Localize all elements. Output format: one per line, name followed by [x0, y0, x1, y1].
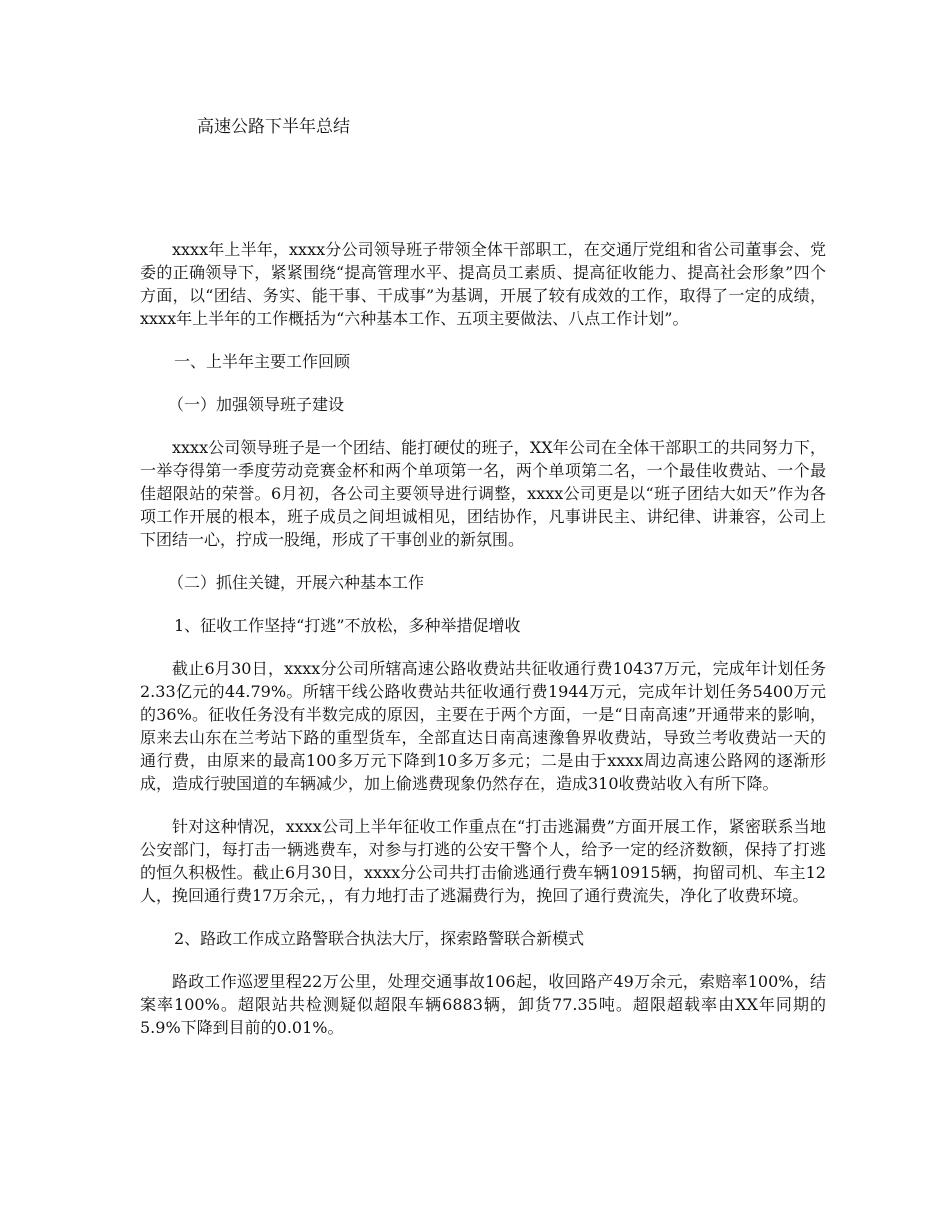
item-heading-toll-collection: 1、征收工作坚持“打逃”不放松，多种举措促增收 [174, 616, 521, 635]
document-title: 高速公路下半年总结 [197, 117, 350, 137]
document-body [140, 238, 826, 1059]
leadership-paragraph: xxxx公司领导班子是一个团结、能打硬仗的班子，XX年公司在全体干部职工的共同努力下，一举夺得第一季度劳动竞赛金杯和两个单项第一名，两个单项第二名，一个最佳收费站、一个最佳超限站的荣誉。6月初，各公司主要领导进行调整，xxxx公司更是以“班子团结大如天”作为各项工作开展的根本，班子成员之间坦诚相见，团结协作，凡事讲民主、讲纪律、讲兼容，公司上下团结一心，拧成一股绳，形成了干事创业的新氛围。 [140, 438, 826, 549]
intro-paragraph: xxxx年上半年，xxxx分公司领导班子带领全体干部职工，在交通厅党组和省公司董事会、党委的正确领导下，紧紧围绕“提高管理水平、提高员工素质、提高征收能力、提高社会形象”四个方面，以“团结、务实、能干事、干成事”为基调，开展了较有成效的工作，取得了一定的成绩，xxxx年上半年的工作概括为“六种基本工作、五项主要做法、八点工作计划”。 [140, 240, 826, 328]
item-heading-road-administration: 2、路政工作成立路警联合执法大厅，探索路警联合新模式 [174, 929, 585, 948]
road-administration-paragraph: 路政工作巡逻里程22万公里，处理交通事故106起，收回路产49万余元，索赔率100%，结案率100%。超限站共检测疑似超限车辆6883辆，卸货77.35吨。超限超载率由XX年同期的5.9%下降到目前的0.01%。 [140, 972, 826, 1037]
subsection-heading-six-tasks: （二）抓住关键，开展六种基本工作 [168, 573, 425, 592]
section-heading-review: 一、上半年主要工作回顾 [174, 352, 351, 371]
toll-collection-paragraph: 截止6月30日，xxxx分公司所辖高速公路收费站共征收通行费10437万元，完成年计划任务2.33亿元的44.79%。所辖干线公路收费站共征收通行费1944万元，完成年计划任务5400万元的36%。征收任务没有半数完成的原因，主要在于两个方面，一是“日南高速”开通带来的影响，原来去山东在兰考站下路的重型货车，全部直达日南高速豫鲁界收费站，导致兰考收费站一天的通行费，由原来的最高100多万元下降到10多万多元；二是由于xxxx周边高速公路网的逐渐形成，造成行驶国道的车辆减少，加上偷逃费现象仍然存在，造成310收费站收入有所下降。 [140, 659, 826, 793]
subsection-heading-leadership: （一）加强领导班子建设 [168, 395, 345, 414]
anti-evasion-paragraph: 针对这种情况，xxxx公司上半年征收工作重点在“打击逃漏费”方面开展工作，紧密联系当地公安部门，每打击一辆逃费车，对参与打逃的公安干警个人，给予一定的经济数额，保持了打逃的恒久积极性。截止6月30日，xxxx分公司共打击偷逃通行费车辆10915辆，拘留司机、车主12人，挽回通行费17万余元，，有力地打击了逃漏费行为，挽回了通行费流失，净化了收费环境。 [140, 817, 826, 905]
